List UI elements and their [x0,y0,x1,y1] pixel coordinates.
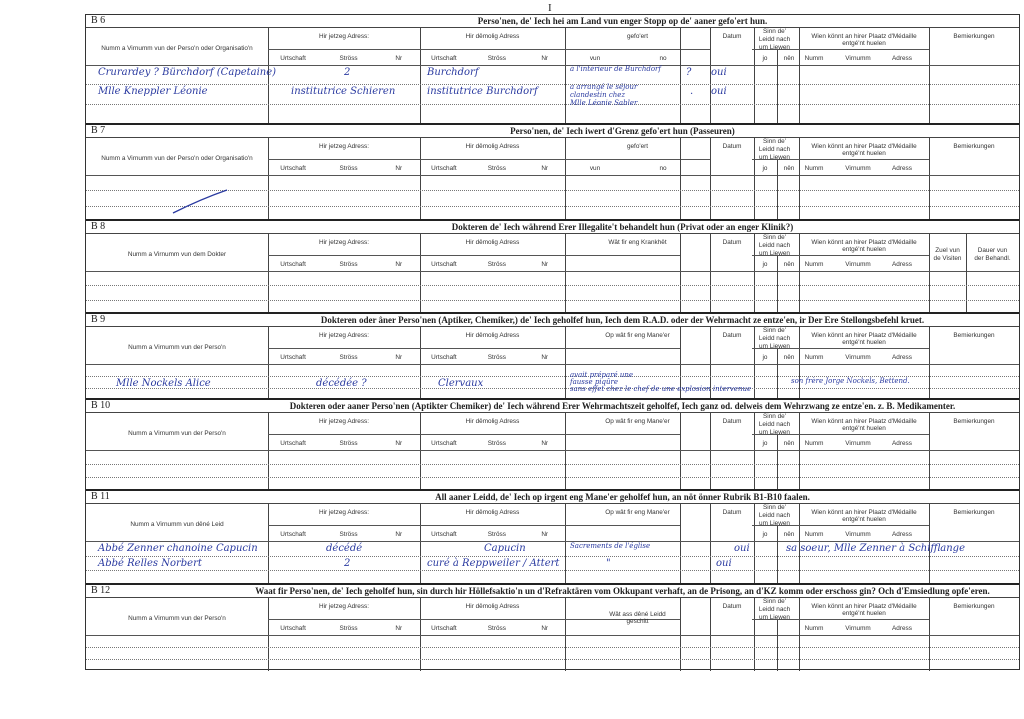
medal-label-2: entgé'nt huelen [842,425,886,432]
stross-label: Ströss [487,440,506,447]
stross-label: Ströss [339,440,358,447]
virnumm-label: Virnumm [845,440,871,447]
b11-row1-danger: oui [734,543,750,554]
life-danger-label: Sinn de' [763,413,786,420]
address-subheader-line [268,525,680,526]
bemierkungen-label: Bemierkungen [953,509,995,516]
nr-label: Nr [395,165,403,172]
datum-label: Datum [722,33,742,40]
geforet-label: gefo'ert [626,143,649,150]
medal-label: Wien könnt an hirer Plaatz d'Médaille [811,33,917,40]
adress-label: Adress [892,440,912,447]
zuel-label-2: de Visiten [933,255,962,262]
address-subheader-line [268,348,680,349]
name-column-label: Numm a Virnumm vun der Perso'n [128,615,226,622]
nr-label: Nr [395,531,403,538]
datum-label: Datum [722,418,742,425]
medal-subheader-line [752,619,929,620]
life-danger-label-3: um Liewen [759,520,790,527]
b6-row1-address: 2 [344,67,351,78]
geforet-label: gefo'ert [626,33,649,40]
stross-label: Ströss [339,165,358,172]
current-address-label: Hir jetzeg Adress: [318,239,370,246]
address-subheader-line [268,255,680,256]
urtschaft-label: Urtschaft [431,55,457,62]
page-mark: I [548,2,552,14]
nr-label: Nr [541,354,549,361]
stross-label: Ströss [339,55,358,62]
urtschaft-label: Urtschaft [280,165,306,172]
life-danger-label-3: um Liewen [759,343,790,350]
nr-label: Nr [395,354,403,361]
jo-label: jo [762,55,768,62]
life-danger-label-3: um Liewen [759,429,790,436]
vun-label: vun [589,165,601,172]
medal-subheader-line [752,159,929,160]
virnumm-label: Virnumm [845,55,871,62]
header-bottom-line [86,541,1019,542]
b9-medal-recipient: son frère Jorge Nockels, Bettend. [791,377,910,385]
section-title-bar [86,125,1019,138]
life-danger-label-3: um Liewen [759,44,790,51]
form-page [85,14,1020,670]
section-heading: Perso'nen, de' Iech iwert d'Grenz gefo'ert hun (Passeuren) [510,126,735,136]
krankheet-label: Wât fir eng Krankhêt [608,239,667,246]
entry-row-line [86,647,1019,648]
urtschaft-label: Urtschaft [280,55,306,62]
nen-label: nên [783,261,795,268]
jo-label: jo [762,261,768,268]
b11-row2-address: 2 [344,557,351,569]
jo-label: jo [762,354,768,361]
medal-subheader-line [752,434,929,435]
what-happened-label-2: geschitt [626,618,649,625]
b11-row2-former-address: curé à Reppweiler / Attert [427,557,560,569]
b6-row1-guided: à l'intérieur de Burchdorf [570,65,661,73]
name-column-label: Numm a Virnumm vun dem Dokter [127,251,227,258]
column-divider [777,434,778,491]
vun-label: vun [589,55,601,62]
header-bottom-line [86,635,1019,636]
life-danger-label-2: Leidd nach [758,421,791,428]
urtschaft-label: Urtschaft [431,261,457,268]
former-address-label: Hir dêmolig Adress [465,509,520,516]
stross-label: Ströss [487,354,506,361]
name-column-label: Numm a Virnumm vun der Perso'n [128,344,226,351]
jo-label: jo [762,440,768,447]
section-title-bar [86,585,1019,598]
stross-label: Ströss [487,55,506,62]
column-divider [680,137,681,221]
b7-empty-stroke [171,187,231,217]
life-danger-label: Sinn de' [763,598,786,605]
current-address-label: Hir jetzeg Adress: [318,332,370,339]
b11-row2-danger: oui [716,557,732,569]
urtschaft-label: Urtschaft [431,354,457,361]
column-divider [680,27,681,123]
current-address-label: Hir jetzeg Adress: [318,418,370,425]
section-b-6 [86,15,1019,123]
former-address-label: Hir dêmolig Adress [465,143,520,150]
nr-label: Nr [395,55,403,62]
bemierkungen-label: Bemierkungen [953,603,995,610]
how-label: Op wât fir eng Mane'er [605,332,670,339]
stross-label: Ströss [339,354,358,361]
how-label: Op wât fir eng Mane'er [605,509,670,516]
nr-label: Nr [541,625,549,632]
urtschaft-label: Urtschaft [431,625,457,632]
section-code: B 12 [91,585,111,596]
bemierkungen-label: Bemierkungen [953,418,995,425]
numm-label: Numm [804,165,824,172]
column-divider [777,348,778,400]
former-address-label: Hir dêmolig Adress [465,418,520,425]
urtschaft-label: Urtschaft [431,531,457,538]
stross-label: Ströss [339,625,358,632]
virnumm-label: Virnumm [845,625,871,632]
urtschaft-label: Urtschaft [431,165,457,172]
virnumm-label: Virnumm [845,165,871,172]
header-bottom-line [86,364,1019,365]
entry-row-line [86,556,1019,557]
section-title-bar [86,314,1019,327]
section-code: B 7 [91,125,106,136]
column-divider [777,49,778,123]
b6-row2-address: institutrice Schieren [291,86,396,98]
b6-row2-guided: a arrangé le séjour [570,83,638,92]
section-b-10 [86,398,1019,491]
address-subheader-line [268,434,680,435]
column-divider [565,27,566,123]
section-code: B 11 [91,491,110,502]
urtschaft-label: Urtschaft [280,531,306,538]
b11-row1-former-address: Capucin [484,543,526,554]
medal-label: Wien könnt an hirer Plaatz d'Médaille [811,239,917,246]
b9-how-2: fausse piqûre [570,378,619,386]
numm-label: Numm [804,354,824,361]
urtschaft-label: Urtschaft [431,440,457,447]
b11-row1-how: Sacrements de l'église [570,542,651,550]
urtschaft-label: Urtschaft [280,625,306,632]
datum-label: Datum [722,143,742,150]
life-danger-label-2: Leidd nach [758,36,791,43]
medal-label: Wien könnt an hirer Plaatz d'Médaille [811,603,917,610]
nr-label: Nr [541,55,549,62]
life-danger-label-3: um Liewen [759,154,790,161]
numm-label: Numm [804,625,824,632]
how-label: Op wât fir eng Mane'er [605,418,670,425]
numm-label: Numm [804,440,824,447]
numm-label: Numm [804,531,824,538]
geforet-subheader-line [565,49,710,50]
current-address-label: Hir jetzeg Adress: [318,509,370,516]
medal-subheader-line [752,255,929,256]
nen-label: nên [783,531,795,538]
virnumm-label: Virnumm [845,354,871,361]
column-divider [777,619,778,671]
entry-row-line [86,300,1019,301]
dauer-label-2: der Behandl. [974,255,1011,262]
stross-label: Ströss [487,625,506,632]
b6-row1-date: ? [686,67,692,78]
medal-label-2: entgé'nt huelen [842,339,886,346]
nr-label: Nr [395,440,403,447]
medal-label: Wien könnt an hirer Plaatz d'Médaille [811,332,917,339]
b11-row2-how: " [606,557,611,569]
current-address-label: Hir jetzeg Adress: [318,143,370,150]
nen-label: nên [783,55,795,62]
adress-label: Adress [892,165,912,172]
nen-label: nên [783,354,795,361]
nr-label: Nr [541,261,549,268]
nen-label: nên [783,440,795,447]
no-label: no [659,55,667,62]
life-danger-label-2: Leidd nach [758,606,791,613]
urtschaft-label: Urtschaft [280,354,306,361]
urtschaft-label: Urtschaft [280,440,306,447]
adress-label: Adress [892,354,912,361]
header-bottom-line [86,271,1019,272]
entry-row-line [86,659,1019,660]
name-column-label: Numm a Virnumm vun der Perso'n oder Organisatio'n [101,155,253,162]
b11-row1-name: Abbé Zenner chanoine Capucin [98,543,258,554]
column-divider [420,27,421,123]
entry-row-line [86,285,1019,286]
b9-how: avait préparé une [570,371,634,379]
bemierkungen-label: Bemierkungen [953,143,995,150]
life-danger-label-2: Leidd nach [758,512,791,519]
adress-label: Adress [892,261,912,268]
geforet-subheader-line [565,159,710,160]
b11-row1-address: décédé [326,543,363,554]
nr-label: Nr [395,261,403,268]
stross-label: Ströss [487,531,506,538]
section-b-8 [86,219,1019,314]
b9-address: décédée ? [316,378,367,389]
section-code: B 8 [91,221,106,232]
b9-former-address: Clervaux [438,378,484,389]
life-danger-label-2: Leidd nach [758,335,791,342]
datum-label: Datum [722,509,742,516]
section-code: B 10 [91,400,111,411]
adress-label: Adress [892,625,912,632]
medal-label-2: entgé'nt huelen [842,516,886,523]
medal-label: Wien könnt an hirer Plaatz d'Médaille [811,509,917,516]
nr-label: Nr [541,440,549,447]
stross-label: Ströss [339,261,358,268]
nen-label: nên [783,165,795,172]
name-column-label: Numm a Virnumm vun der Perso'n oder Organisatio'n [101,45,253,52]
numm-label: Numm [804,55,824,62]
life-danger-label: Sinn de' [763,138,786,145]
section-heading: Dokteren oder âner Perso'nen (Aptiker, Chemiker,) de' Iech geholfef hun, Iech dem R.A.D. oder der Wehrmacht ze entze'en, ir Der Ere Stellongsbefehl kruet. [320,315,925,325]
entry-row-line [86,104,1019,105]
b6-row2-former-address: institutrice Burchdorf [427,86,538,98]
medal-label-2: entgé'nt huelen [842,150,886,157]
current-address-label: Hir jetzeg Adress: [318,603,370,610]
name-column-label: Numm a Virnumm vun dêné Leid [130,521,224,528]
section-heading: Dokteren oder aaner Perso'nen (Aptikter Chemiker) de' Iech während Erer Wehrmachtszeit geholfef, Iech ganz od. delweis dem Wehrzwang ze entze'en. z. B. Medikamenter. [289,401,956,411]
life-danger-label-2: Leidd nach [758,146,791,153]
b11-row1-medal-recipient: sa soeur, Mlle Zenner à Schifflange [786,543,965,554]
section-code: B 9 [91,314,106,325]
entry-row-line [86,570,1019,571]
b6-row1-name: Crurardey ? Bürchdorf (Capetaine) [98,67,277,78]
section-b-12 [86,583,1019,671]
b6-row2-date: . [690,86,694,98]
life-danger-label: Sinn de' [763,327,786,334]
nr-label: Nr [395,625,403,632]
numm-label: Numm [804,261,824,268]
what-happened-label: Wât ass dêné Leidd [609,611,666,618]
life-danger-label-3: um Liewen [759,614,790,621]
life-danger-label-3: um Liewen [759,250,790,257]
section-title-bar [86,400,1019,413]
section-title-bar [86,15,1019,28]
nr-label: Nr [541,165,549,172]
section-heading: Waat fir Perso'nen, de' Iech geholfef hun, sin durch hir Höllefsaktio'n un d'Refraktären vom Okkupant verhaft, an de Prisong, an d'KZ komm oder erschoss gin? Och d'Emsiedlung opfe'eren. [255,586,990,596]
section-heading: All aaner Leidd, de' Iech op irgent eng Mane'er geholfef hun, an nöt önner Rubrik B1-B10 faalen. [435,492,810,502]
no-label: no [659,165,667,172]
zuel-label: Zuel vun [935,247,960,254]
medal-label-2: entgé'nt huelen [842,246,886,253]
b6-row2-guided-2: clandestin chez [570,91,626,100]
b6-row2-danger: oui [711,86,727,98]
medal-subheader-line [752,49,929,50]
life-danger-label: Sinn de' [763,504,786,511]
header-bottom-line [86,450,1019,451]
section-title-bar [86,221,1019,234]
name-column-label: Numm a Virnumm vun der Perso'n [128,430,226,437]
column-divider [929,27,930,123]
adress-label: Adress [892,531,912,538]
stross-label: Ströss [487,165,506,172]
datum-label: Datum [722,603,742,610]
life-danger-label: Sinn de' [763,234,786,241]
b9-name: Mlle Nockels Alice [116,378,211,389]
column-divider [966,233,967,314]
bemierkungen-label: Bemierkungen [953,332,995,339]
b6-row1-former-address: Burchdorf [427,67,479,78]
entry-row-line [86,477,1019,478]
stross-label: Ströss [487,261,506,268]
medal-label: Wien könnt an hirer Plaatz d'Médaille [811,418,917,425]
medal-label-2: entgé'nt huelen [842,40,886,47]
former-address-label: Hir dêmolig Adress [465,33,520,40]
adress-label: Adress [892,55,912,62]
jo-label: jo [762,165,768,172]
virnumm-label: Virnumm [845,261,871,268]
column-divider [929,233,930,314]
former-address-label: Hir dêmolig Adress [465,239,520,246]
stross-label: Ströss [339,531,358,538]
virnumm-label: Virnumm [845,531,871,538]
header-bottom-line [86,65,1019,66]
former-address-label: Hir dêmolig Adress [465,603,520,610]
section-heading: Dokteren de' Iech während Erer Illegalite't behandelt hun (Privat oder an enger Klinik?) [451,222,794,232]
former-address-label: Hir dêmolig Adress [465,332,520,339]
bemierkungen-label: Bemierkungen [953,33,995,40]
b6-row2-guided-3: Mlle Léonie Sabler [570,99,638,108]
datum-label: Datum [722,239,742,246]
life-danger-label: Sinn de' [763,28,786,35]
medal-label-2: entgé'nt huelen [842,610,886,617]
section-b-11 [86,489,1019,585]
b6-row2-name: Mlle Kneppler Léonie [98,86,208,98]
datum-label: Datum [722,332,742,339]
b11-row2-name: Abbé Relles Norbert [98,557,202,569]
medal-label: Wien könnt an hirer Plaatz d'Médaille [811,143,917,150]
medal-subheader-line [752,525,929,526]
urtschaft-label: Urtschaft [280,261,306,268]
b9-how-3: sans effet chez le chef de une explosion intervenue [570,385,752,393]
entry-row-line [86,84,1019,85]
section-title-bar [86,491,1019,504]
medal-subheader-line [752,348,929,349]
section-heading: Perso'nen, de' Iech hei am Land vun enger Stopp op de' aaner gefo'ert hun. [477,16,768,26]
b6-row1-danger: oui [711,67,727,78]
current-address-label: Hir jetzeg Adress: [318,33,370,40]
section-b-7 [86,123,1019,221]
header-bottom-line [86,175,1019,176]
entry-row-line [86,464,1019,465]
dauer-label: Dauer vun [977,247,1008,254]
section-code: B 6 [91,15,106,26]
jo-label: jo [762,531,768,538]
section-b-9 [86,312,1019,400]
life-danger-label-2: Leidd nach [758,242,791,249]
nr-label: Nr [541,531,549,538]
